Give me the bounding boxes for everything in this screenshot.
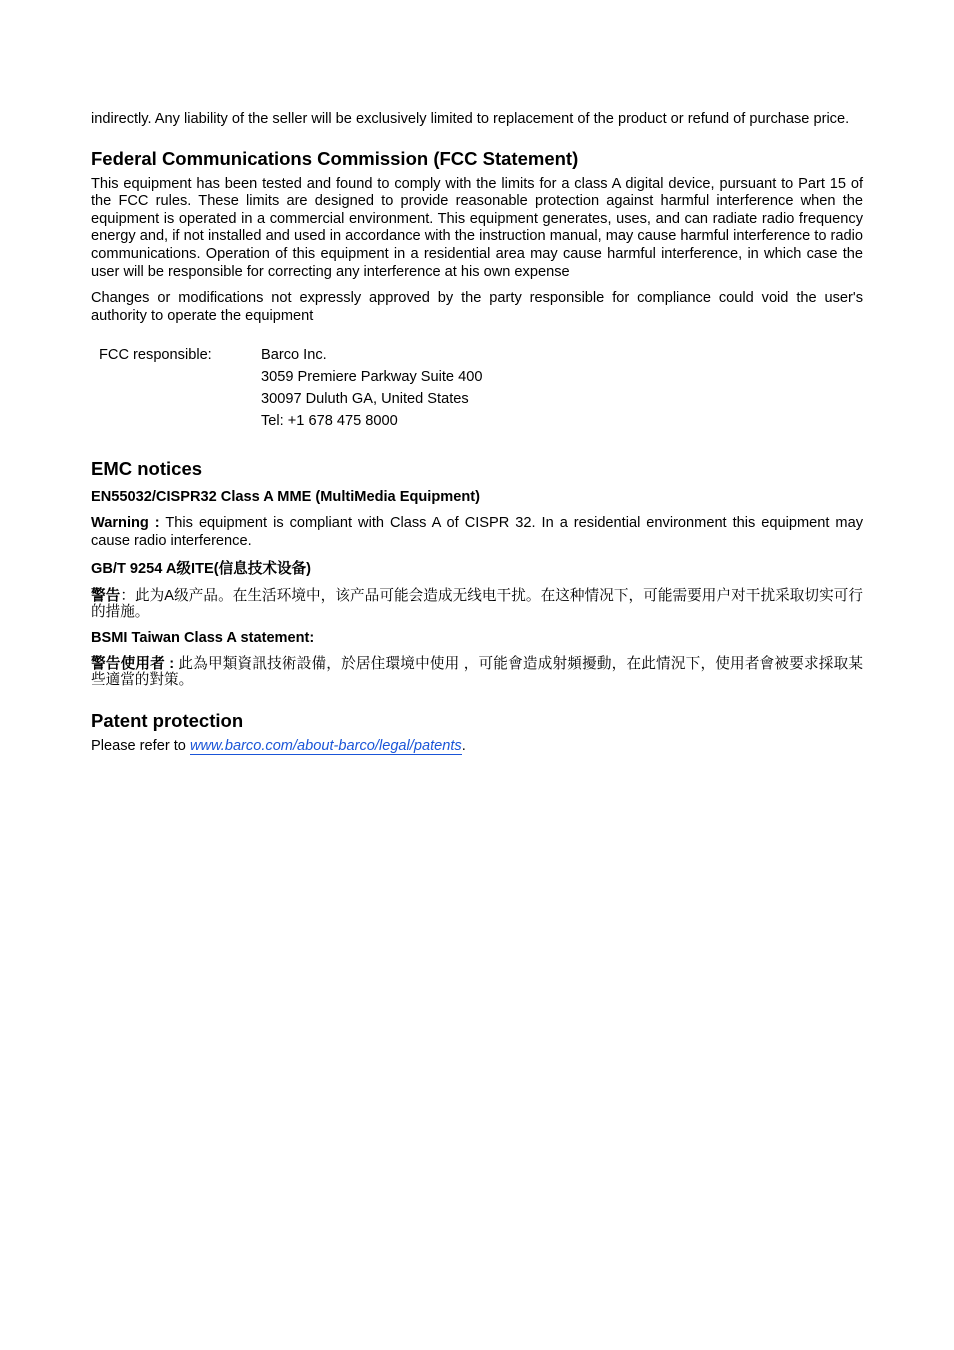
gbt-warning-label: 警告 — [91, 587, 121, 604]
fcc-responsible-line: 3059 Premiere Parkway Suite 400 — [261, 369, 483, 386]
document-page — [91, 111, 863, 755]
warning-paragraph — [91, 515, 863, 550]
gbt-paragraph — [91, 588, 863, 620]
fcc-responsible-label: FCC responsible: — [99, 347, 212, 364]
patent-text-before: Please refer to — [91, 737, 190, 754]
patent-text-after: . — [461, 737, 466, 754]
gbt-warning-text: ：此为A级产品。在生活环境中，该产品可能会造成无线电干扰。在这种情况下，可能需要用户对干扰采取切实可行的措施。 — [91, 587, 863, 620]
fcc-responsible-table — [99, 344, 482, 432]
en55032-heading: EN55032/CISPR32 Class A MME (MultiMedia Equipment) — [91, 489, 480, 506]
warning-label: Warning : — [91, 515, 160, 532]
fcc-responsible-line: Barco Inc. — [261, 347, 327, 364]
patent-paragraph — [91, 738, 863, 756]
emc-heading: EMC notices — [91, 458, 203, 480]
fcc-paragraph-1: This equipment has been tested and found to comply with the limits for a class A digital device, pursuant to Part 15 of the FCC rules. These limits are designed to provide reasonable protection against harmful interference when the equipment is operated in a commercial environment. This equipment generates, uses, and can radiate radio frequency energy and, if not installed and used in accordance with the instruction manual, may cause harmful interference to radio communications. Operation of this equipment in a residential area may cause harmful interference, in which case the user will be responsible for correcting any interference at his own expense — [91, 175, 863, 280]
bsmi-warning-label: 警告使用者 : — [91, 655, 175, 672]
fcc-responsible-line: Tel: +1 678 475 8000 — [261, 413, 398, 430]
gbt-heading: GB/T 9254 A级ITE(信息技术设备) — [91, 560, 312, 577]
intro-paragraph: indirectly. Any liability of the seller will be exclusively limited to replacement of the product or refund of purchase price. — [91, 111, 850, 127]
bsmi-heading: BSMI Taiwan Class A statement: — [91, 629, 315, 646]
patent-link[interactable]: www.barco.com/about-barco/legal/patents — [189, 737, 462, 754]
fcc-paragraph-2: Changes or modifications not expressly approved by the party responsible for compliance could void the user's authority to operate the equipment — [91, 290, 863, 324]
bsmi-paragraph — [91, 656, 863, 688]
bsmi-warning-text: 此為甲類資訊技術設備，於居住環境中使用 ，可能會造成射頻擾動，在此情況下，使用者會被要求採取某些適當的對策。 — [91, 655, 863, 688]
fcc-responsible-line: 30097 Duluth GA, United States — [261, 391, 469, 408]
patent-heading: Patent protection — [91, 709, 244, 731]
warning-text: This equipment is compliant with Class A of CISPR 32. In a residential environment this equipment may cause radio interference. — [91, 515, 863, 549]
fcc-heading: Federal Communications Commission (FCC Statement) — [91, 147, 579, 169]
